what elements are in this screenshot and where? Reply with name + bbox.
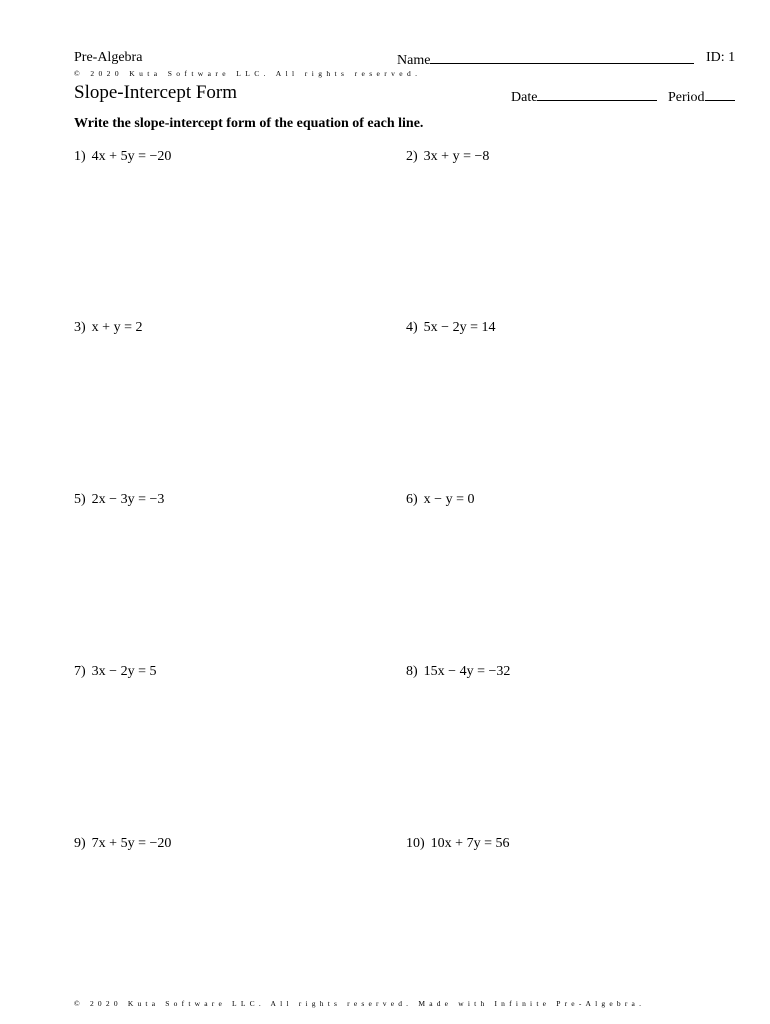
name-label: Name (397, 53, 431, 68)
problem-equation: 4x + 5y = −20 (91, 149, 172, 164)
date-blank[interactable] (537, 87, 657, 101)
problem-equation: 15x − 4y = −32 (423, 664, 511, 679)
problem-equation: 7x + 5y = −20 (91, 836, 172, 851)
date-label: Date (511, 90, 538, 105)
problem-equation: x − y = 0 (423, 492, 475, 507)
page-title: Slope-Intercept Form (74, 82, 238, 103)
problem-number: 9) (74, 836, 86, 851)
name-blank[interactable] (430, 50, 694, 64)
copyright-notice: © 2020 Kuta Software LLC. All rights reserved. (74, 69, 422, 78)
problem-equation: x + y = 2 (91, 320, 143, 335)
problem-item (74, 664, 156, 680)
problem-equation: 5x − 2y = 14 (423, 320, 496, 335)
problem-number: 7) (74, 664, 86, 679)
problem-number: 6) (406, 492, 418, 507)
problem-number: 1) (74, 149, 86, 164)
worksheet-id: ID: 1 (706, 50, 736, 65)
problem-item (406, 492, 474, 508)
problem-item (406, 149, 489, 165)
problem-number: 10) (406, 836, 425, 851)
instructions: Write the slope-intercept form of the equation of each line. (74, 116, 424, 131)
problem-item (74, 492, 164, 508)
problem-number: 4) (406, 320, 418, 335)
period-field[interactable] (668, 87, 735, 106)
name-field[interactable] (397, 50, 694, 69)
problem-number: 8) (406, 664, 418, 679)
footer-copyright: © 2020 Kuta Software LLC. All rights reserved. Made with Infinite Pre-Algebra. (74, 999, 646, 1008)
problem-item (406, 664, 510, 680)
problem-number: 5) (74, 492, 86, 507)
problem-item (74, 149, 171, 165)
period-blank[interactable] (705, 87, 735, 101)
problem-equation: 3x − 2y = 5 (91, 664, 157, 679)
date-field[interactable] (511, 87, 657, 106)
problem-equation: 10x + 7y = 56 (430, 836, 510, 851)
problem-number: 2) (406, 149, 418, 164)
problem-item (74, 320, 142, 336)
period-label: Period (668, 90, 705, 105)
problem-item (406, 320, 495, 336)
problem-number: 3) (74, 320, 86, 335)
course-name: Pre-Algebra (74, 50, 143, 65)
problem-item (406, 836, 509, 852)
problem-equation: 3x + y = −8 (423, 149, 490, 164)
problem-equation: 2x − 3y = −3 (91, 492, 165, 507)
problem-item (74, 836, 171, 852)
